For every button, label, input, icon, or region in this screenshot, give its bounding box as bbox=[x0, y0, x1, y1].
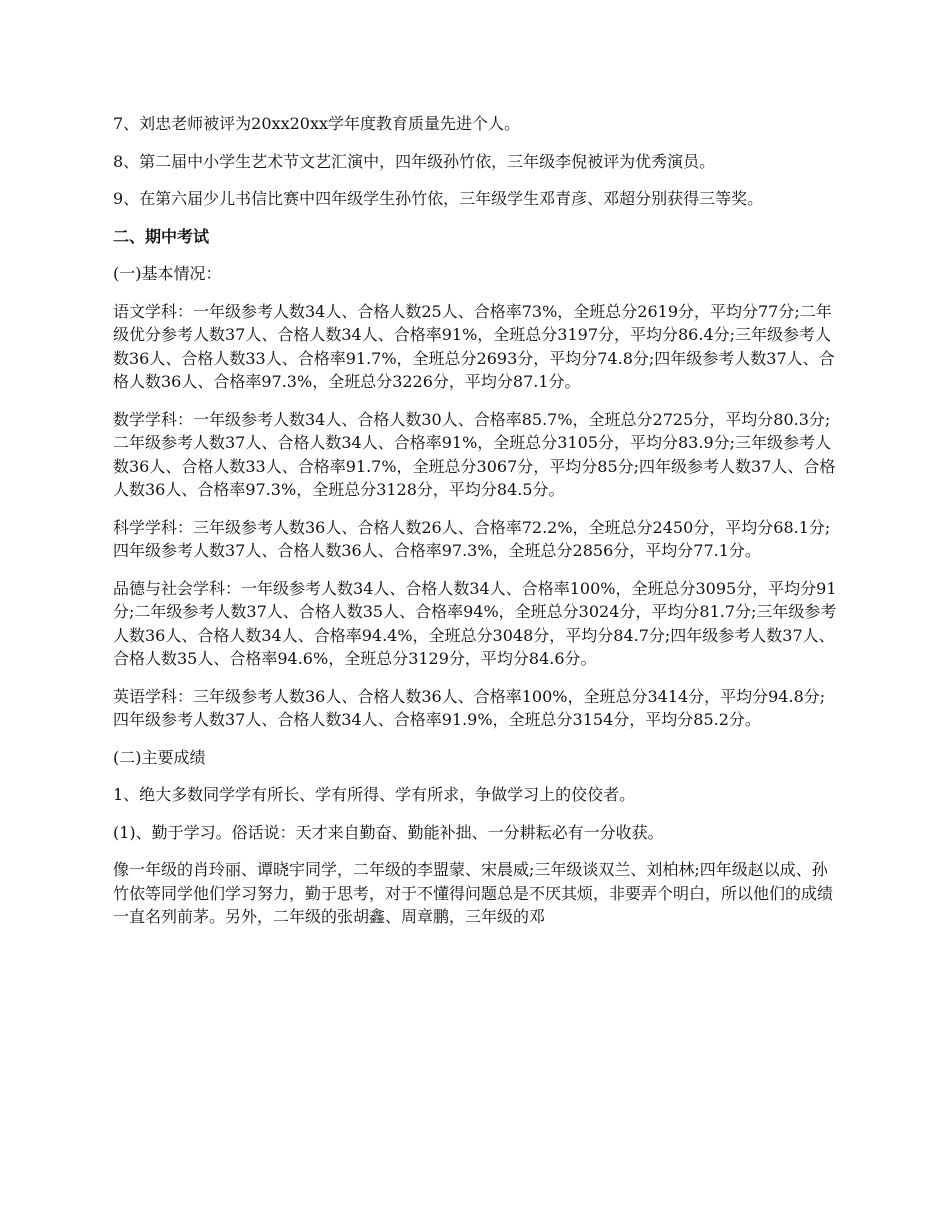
paragraph-math-subject: 数学学科：一年级参考人数34人、合格人数30人、合格率85.7%，全班总分2725分，平均分80.3分;二年级参考人数37人、合格人数34人、合格率91%，全班总分3105分，平均分83.9分;三年级参考人数36人、合格人数33人、合格率91.7%，全班总分3067分，平均分85分;四年级参考人数37人、合格人数36人、合格率97.3%，全班总分3128分，平均分84.5分。 bbox=[113, 409, 836, 499]
paragraph-morality-subject: 品德与社会学科：一年级参考人数34人、合格人数34人、合格率100%，全班总分3095分，平均分91分;二年级参考人数37人、合格人数35人、合格率94%，全班总分3024分，平均分81.7分;三年级参考人数36人、合格人数34人、合格率94.4%，全班总分3048分，平均分84.7分;四年级参考人数37人、合格人数35人、合格率94.6%，全班总分3129分，平均分84.6分。 bbox=[113, 578, 837, 668]
paragraph-award-7: 7、刘忠老师被评为20xx20xx学年度教育质量先进个人。 bbox=[113, 114, 520, 133]
subsection-main-results: (二)主要成绩 bbox=[113, 747, 206, 767]
subsection-basic-info: (一)基本情况： bbox=[113, 264, 222, 283]
paragraph-diligent-study: (1)、勤于学习。俗话说：天才来自勤奋、勤能补拙、一分耕耘必有一分收获。 bbox=[113, 822, 664, 842]
paragraph-award-9: 9、在第六届少儿书信比赛中四年级学生孙竹依，三年级学生邓青彦、邓超分别获得三等奖。 bbox=[113, 189, 764, 208]
paragraph-result-1: 1、绝大多数同学学有所长、学有所得、学有所求，争做学习上的佼佼者。 bbox=[113, 785, 636, 804]
document-page bbox=[113, 112, 841, 943]
paragraph-student-examples: 像一年级的肖玲丽、谭晓宇同学，二年级的李盟蒙、宋晨威;三年级谈双兰、刘柏林;四年级赵以成、孙竹依等同学他们学习努力，勤于思考，对于不懂得问题总是不厌其烦，非要弄个明白，所以他们的成绩一直名列前茅。另外，二年级的张胡鑫、周章鹏，三年级的邓 bbox=[113, 860, 834, 926]
paragraph-chinese-subject: 语文学科：一年级参考人数34人、合格人数25人、合格率73%，全班总分2619分，平均分77分;二年级优分参考人数37人、合格人数34人、合格率91%，全班总分3197分，平均分86.4分;三年级参考人数36人、合格人数33人、合格率91.7%，全班总分2693分，平均分74.8分;四年级参考人数37人、合格人数36人、合格率97.3%，全班总分3226分，平均分87.1分。 bbox=[113, 301, 835, 391]
section-heading-midterm: 二、期中考试 bbox=[113, 226, 210, 246]
paragraph-english-subject: 英语学科：三年级参考人数36人、合格人数36人、合格率100%，全班总分3414分，平均分94.8分;四年级参考人数37人、合格人数34人、合格率91.9%，全班总分3154分，平均分85.2分。 bbox=[113, 686, 826, 729]
paragraph-award-8: 8、第二届中小学生艺术节文艺汇演中，四年级孙竹依，三年级李倪被评为优秀演员。 bbox=[113, 151, 716, 171]
paragraph-science-subject: 科学学科：三年级参考人数36人、合格人数26人、合格率72.2%，全班总分2450分，平均分68.1分;四年级参考人数37人、合格人数36人、合格率97.3%，全班总分2856分，平均分77.1分。 bbox=[113, 517, 831, 560]
